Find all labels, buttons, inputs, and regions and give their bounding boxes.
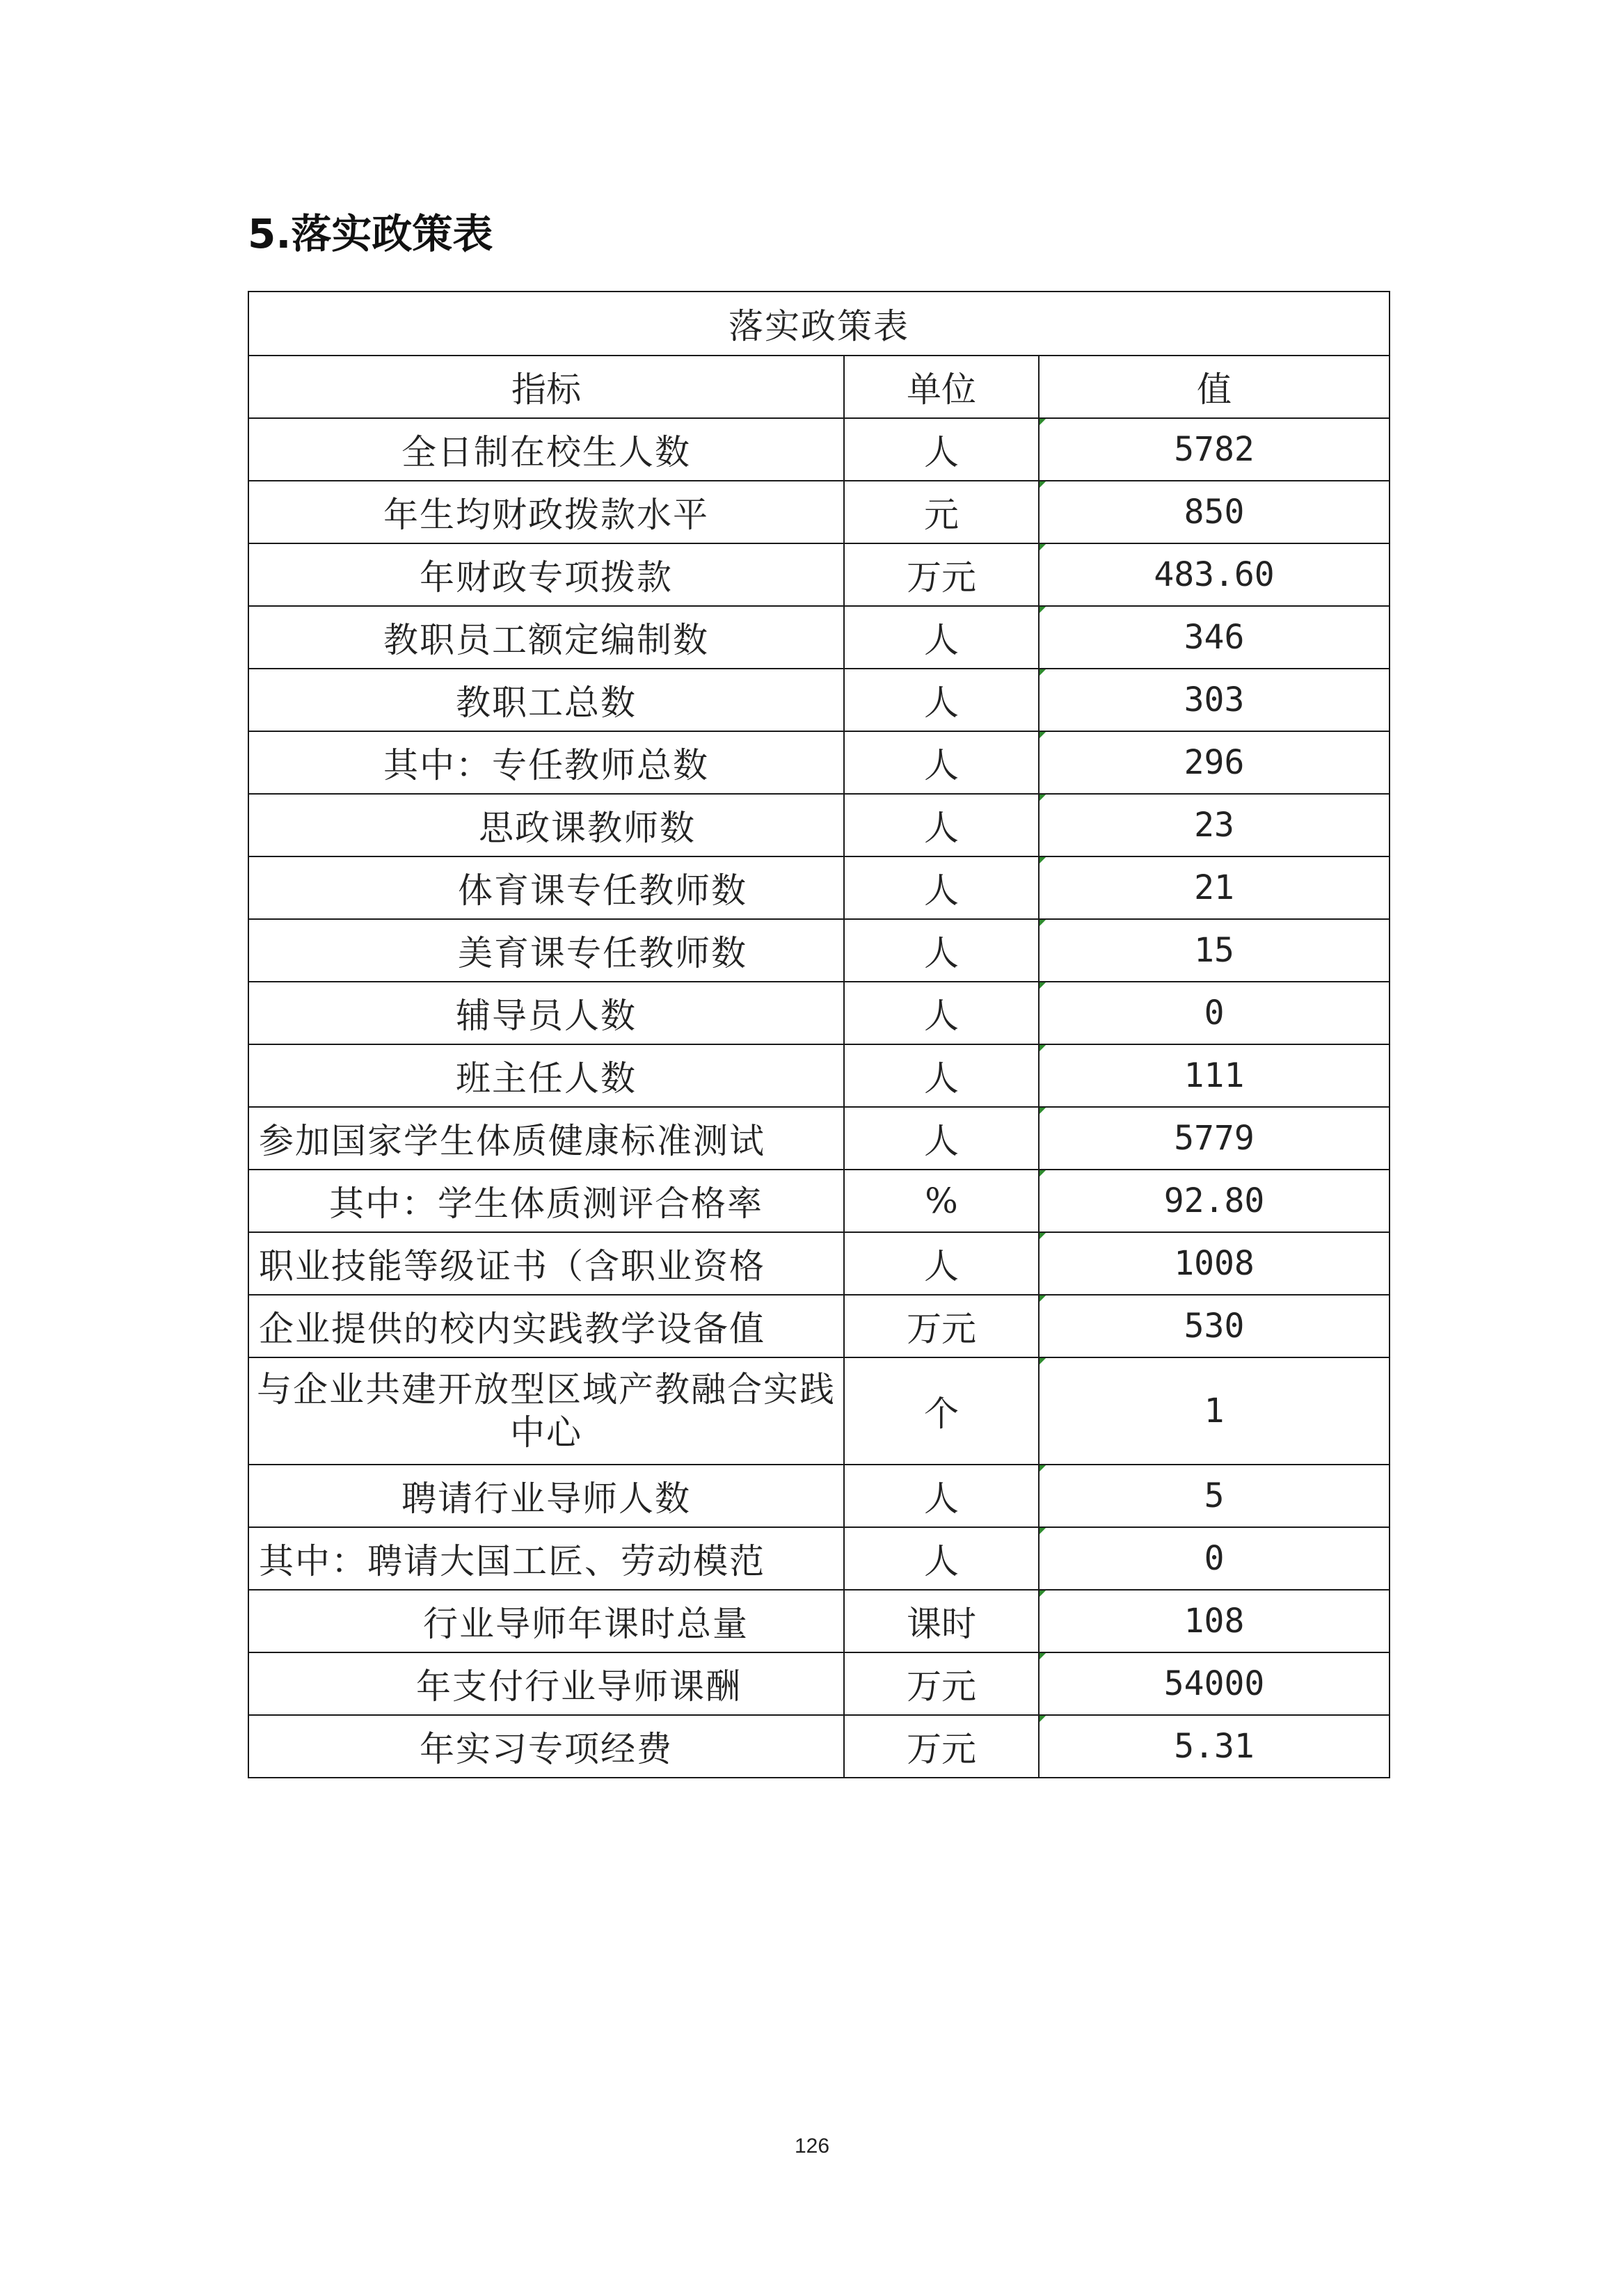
row-unit: 课时 <box>844 1590 1039 1652</box>
row-value: 483.60 <box>1039 543 1390 606</box>
table-caption: 落实政策表 <box>248 292 1390 356</box>
row-value: 21 <box>1039 856 1390 919</box>
row-unit: 万元 <box>844 1295 1039 1357</box>
row-indicator: 其中：学生体质测评合格率 <box>248 1170 844 1232</box>
row-value: 5779 <box>1039 1107 1390 1170</box>
row-value: 92.80 <box>1039 1170 1390 1232</box>
table-row <box>248 1715 1390 1778</box>
row-unit: 人 <box>844 919 1039 982</box>
row-indicator: 聘请行业导师人数 <box>248 1465 844 1527</box>
table-caption-row <box>248 292 1390 356</box>
table-row <box>248 418 1390 481</box>
row-indicator: 其中：专任教师总数 <box>248 731 844 794</box>
row-unit: 人 <box>844 731 1039 794</box>
table-row <box>248 794 1390 856</box>
row-value: 530 <box>1039 1295 1390 1357</box>
row-unit: 万元 <box>844 1715 1039 1778</box>
header-unit: 单位 <box>844 356 1039 418</box>
row-value: 111 <box>1039 1044 1390 1107</box>
row-value: 1 <box>1039 1357 1390 1465</box>
row-unit: 人 <box>844 606 1039 669</box>
row-unit: % <box>844 1170 1039 1232</box>
row-unit: 人 <box>844 669 1039 731</box>
row-unit: 人 <box>844 1107 1039 1170</box>
table-row <box>248 481 1390 543</box>
row-unit: 人 <box>844 1044 1039 1107</box>
row-indicator: 参加国家学生体质健康标准测试 <box>248 1107 844 1170</box>
table-row <box>248 1527 1390 1590</box>
table-row <box>248 543 1390 606</box>
table-row <box>248 982 1390 1044</box>
row-unit: 万元 <box>844 1652 1039 1715</box>
page-number: 126 <box>794 2135 830 2158</box>
header-indicator: 指标 <box>248 356 844 418</box>
table-header-row <box>248 356 1390 418</box>
row-unit: 人 <box>844 982 1039 1044</box>
row-indicator: 年实习专项经费 <box>248 1715 844 1778</box>
row-value: 0 <box>1039 982 1390 1044</box>
table-row <box>248 856 1390 919</box>
table-row <box>248 606 1390 669</box>
row-indicator: 全日制在校生人数 <box>248 418 844 481</box>
row-value: 1008 <box>1039 1232 1390 1295</box>
row-indicator: 行业导师年课时总量 <box>248 1590 844 1652</box>
row-value: 5782 <box>1039 418 1390 481</box>
policy-table <box>248 291 1390 1778</box>
row-indicator: 教职员工额定编制数 <box>248 606 844 669</box>
row-value: 346 <box>1039 606 1390 669</box>
row-unit: 人 <box>844 794 1039 856</box>
row-indicator: 美育课专任教师数 <box>248 919 844 982</box>
header-value: 值 <box>1039 356 1390 418</box>
row-unit: 人 <box>844 856 1039 919</box>
row-indicator: 企业提供的校内实践教学设备值 <box>248 1295 844 1357</box>
row-value: 0 <box>1039 1527 1390 1590</box>
row-value: 23 <box>1039 794 1390 856</box>
row-indicator: 其中：聘请大国工匠、劳动模范 <box>248 1527 844 1590</box>
row-value: 108 <box>1039 1590 1390 1652</box>
row-value: 303 <box>1039 669 1390 731</box>
row-value: 296 <box>1039 731 1390 794</box>
row-indicator: 年财政专项拨款 <box>248 543 844 606</box>
table-row <box>248 1465 1390 1527</box>
row-unit: 万元 <box>844 543 1039 606</box>
table-row <box>248 1044 1390 1107</box>
row-indicator: 辅导员人数 <box>248 982 844 1044</box>
table-row <box>248 1232 1390 1295</box>
table-row <box>248 1107 1390 1170</box>
row-unit: 人 <box>844 418 1039 481</box>
row-unit: 个 <box>844 1357 1039 1465</box>
row-indicator: 与企业共建开放型区域产教融合实践中心 <box>248 1357 844 1465</box>
row-value: 850 <box>1039 481 1390 543</box>
row-indicator: 年支付行业导师课酬 <box>248 1652 844 1715</box>
row-value: 5.31 <box>1039 1715 1390 1778</box>
row-unit: 元 <box>844 481 1039 543</box>
table-row <box>248 1170 1390 1232</box>
row-indicator: 思政课教师数 <box>248 794 844 856</box>
row-indicator: 体育课专任教师数 <box>248 856 844 919</box>
row-indicator: 教职工总数 <box>248 669 844 731</box>
row-indicator: 职业技能等级证书（含职业资格 <box>248 1232 844 1295</box>
row-indicator: 年生均财政拨款水平 <box>248 481 844 543</box>
table-row <box>248 731 1390 794</box>
table-row <box>248 1357 1390 1465</box>
table-row <box>248 919 1390 982</box>
table-row <box>248 1590 1390 1652</box>
row-unit: 人 <box>844 1232 1039 1295</box>
table-row <box>248 1295 1390 1357</box>
row-unit: 人 <box>844 1465 1039 1527</box>
table-row <box>248 1652 1390 1715</box>
row-unit: 人 <box>844 1527 1039 1590</box>
row-value: 54000 <box>1039 1652 1390 1715</box>
row-indicator: 班主任人数 <box>248 1044 844 1107</box>
row-value: 15 <box>1039 919 1390 982</box>
table-row <box>248 669 1390 731</box>
section-title: 5.落实政策表 <box>248 210 493 257</box>
row-value: 5 <box>1039 1465 1390 1527</box>
